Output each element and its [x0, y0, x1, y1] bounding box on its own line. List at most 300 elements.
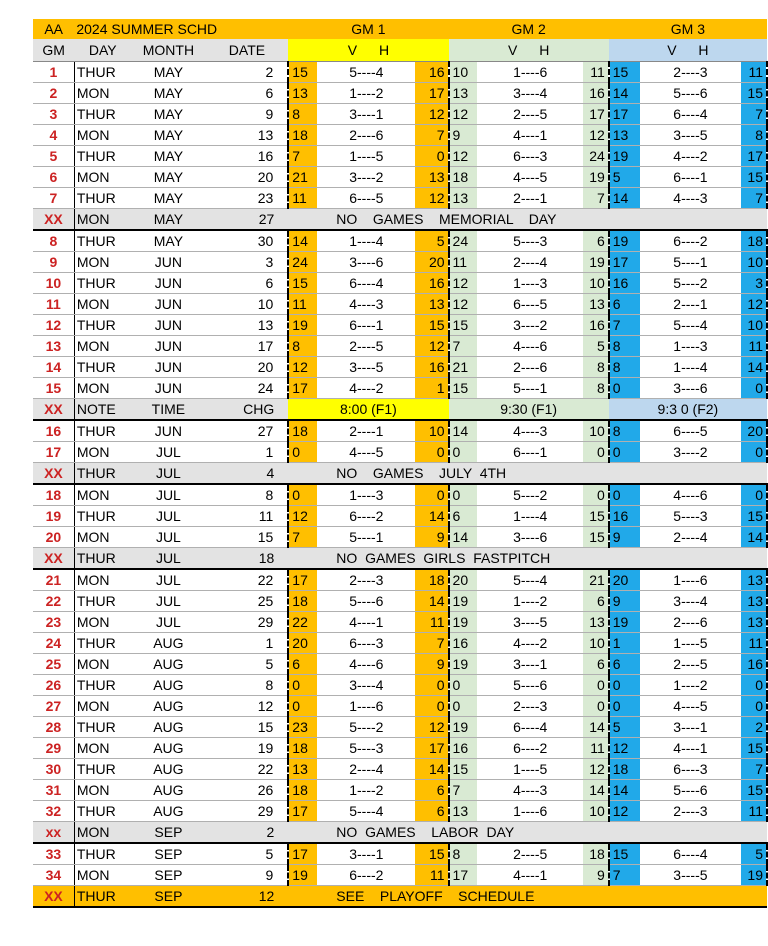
- game1-matchup: 5----6: [317, 591, 415, 612]
- game1-visitor-team: 24: [288, 252, 317, 273]
- game1-home-team: 12: [415, 336, 448, 357]
- game-number: 29: [33, 738, 74, 759]
- game2-home-team: 17: [583, 104, 609, 125]
- game1-matchup: 4----1: [317, 612, 415, 633]
- game2-matchup: 2----6: [477, 357, 582, 378]
- game2-visitor-team: 13: [449, 188, 478, 209]
- game3-time-change: 9:3 0 (F2): [609, 399, 767, 421]
- game1-home-team: 12: [415, 104, 448, 125]
- game1-visitor-team: 20: [288, 633, 317, 654]
- game-number: 24: [33, 633, 74, 654]
- game2-matchup: 4----1: [477, 865, 582, 886]
- day-cell: THUR: [74, 886, 131, 908]
- game1-matchup: 1----5: [317, 146, 415, 167]
- game3-visitor-team: 20: [609, 569, 640, 591]
- day-cell: MON: [74, 612, 131, 633]
- game3-matchup: 1----6: [640, 569, 741, 591]
- game2-matchup: 1----2: [477, 591, 582, 612]
- game2-home-team: 6: [583, 654, 609, 675]
- game3-home-team: 0: [741, 696, 767, 717]
- game2-matchup: 2----1: [477, 188, 582, 209]
- col-date: DATE: [206, 39, 289, 62]
- playoff-note: SEE PLAYOFF SCHEDULE: [288, 886, 767, 908]
- game3-visitor-team: 0: [609, 442, 640, 463]
- day-cell: THUR: [74, 273, 131, 294]
- game1-home-team: 12: [415, 717, 448, 738]
- game1-visitor-team: 8: [288, 336, 317, 357]
- game2-matchup: 1----5: [477, 759, 582, 780]
- game2-home-team: 19: [583, 167, 609, 188]
- game1-home-team: 0: [415, 442, 448, 463]
- schedule-table: [33, 19, 768, 908]
- month-cell: JUL: [131, 484, 205, 506]
- game2-visitor-team: 14: [449, 420, 478, 442]
- date-cell: 5: [206, 843, 289, 865]
- schedule-row: [33, 252, 767, 273]
- game-number: 3: [33, 104, 74, 125]
- game2-matchup: 4----1: [477, 125, 582, 146]
- game2-matchup: 4----5: [477, 167, 582, 188]
- game1-visitor-team: 23: [288, 717, 317, 738]
- month-cell: MAY: [131, 125, 205, 146]
- game3-home-team: 8: [741, 125, 767, 146]
- game-number: XX: [33, 886, 74, 908]
- game1-matchup: 6----4: [317, 273, 415, 294]
- game2-visitor-team: 11: [449, 252, 478, 273]
- day-cell: THUR: [74, 230, 131, 252]
- game3-home-team: 13: [741, 591, 767, 612]
- game1-visitor-team: 6: [288, 654, 317, 675]
- month-cell: AUG: [131, 654, 205, 675]
- schedule-row: [33, 696, 767, 717]
- game-number: XX: [33, 209, 74, 231]
- game1-matchup: 2----6: [317, 125, 415, 146]
- game3-visitor-team: 14: [609, 188, 640, 209]
- game3-home-team: 7: [741, 759, 767, 780]
- game3-matchup: 5----3: [640, 506, 741, 527]
- game2-home-team: 0: [583, 675, 609, 696]
- game-number: 14: [33, 357, 74, 378]
- game1-matchup: 1----4: [317, 230, 415, 252]
- game3-home-team: 7: [741, 104, 767, 125]
- date-cell: 26: [206, 780, 289, 801]
- game3-visitor-team: 0: [609, 484, 640, 506]
- game2-home-team: 13: [583, 612, 609, 633]
- game-number: 27: [33, 696, 74, 717]
- game-number: 4: [33, 125, 74, 146]
- month-cell: SEP: [131, 843, 205, 865]
- game1-visitor-team: 21: [288, 167, 317, 188]
- game2-visitor-team: 24: [449, 230, 478, 252]
- game2-visitor-team: 14: [449, 527, 478, 548]
- game2-visitor-team: 13: [449, 83, 478, 104]
- game2-matchup: 3----6: [477, 527, 582, 548]
- game2-home-team: 5: [583, 336, 609, 357]
- game2-home-team: 10: [583, 420, 609, 442]
- game3-visitor-team: 7: [609, 315, 640, 336]
- game1-visitor-team: 0: [288, 484, 317, 506]
- game1-matchup: 3----6: [317, 252, 415, 273]
- game-number: 17: [33, 442, 74, 463]
- game3-matchup: 2----1: [640, 294, 741, 315]
- day-cell: MON: [74, 696, 131, 717]
- game2-visitor-team: 21: [449, 357, 478, 378]
- game1-matchup: 2----4: [317, 759, 415, 780]
- game3-home-team: 2: [741, 717, 767, 738]
- game-number: 18: [33, 484, 74, 506]
- league-label: AA: [33, 19, 74, 39]
- game1-matchup: 4----5: [317, 442, 415, 463]
- game1-visitor-team: 18: [288, 591, 317, 612]
- day-cell: MON: [74, 442, 131, 463]
- date-cell: 25: [206, 591, 289, 612]
- game2-visitor-team: 12: [449, 146, 478, 167]
- game3-visitor-team: 9: [609, 591, 640, 612]
- game2-visitor-team: 18: [449, 167, 478, 188]
- game-number: 34: [33, 865, 74, 886]
- game3-matchup: 4----2: [640, 146, 741, 167]
- game3-home-team: 10: [741, 315, 767, 336]
- game3-visitor-team: 9: [609, 527, 640, 548]
- game1-home-team: 14: [415, 506, 448, 527]
- day-cell: MON: [74, 654, 131, 675]
- game1-header: GM 1: [288, 19, 448, 39]
- game1-home-team: 14: [415, 591, 448, 612]
- game1-visitor-team: 12: [288, 357, 317, 378]
- no-games-row: [33, 548, 767, 570]
- month-cell: MAY: [131, 62, 205, 83]
- game1-matchup: 6----1: [317, 315, 415, 336]
- game1-home-team: 15: [415, 843, 448, 865]
- game-number: 5: [33, 146, 74, 167]
- game3-matchup: 3----5: [640, 865, 741, 886]
- day-cell: MON: [74, 294, 131, 315]
- game3-visitor-team: 13: [609, 125, 640, 146]
- col-gm: GM: [33, 39, 74, 62]
- game1-matchup: 2----1: [317, 420, 415, 442]
- game2-visitor-team: 19: [449, 654, 478, 675]
- date-cell: 17: [206, 336, 289, 357]
- game3-home-team: 19: [741, 865, 767, 886]
- date-cell: 5: [206, 654, 289, 675]
- no-games-note: NO GAMES JULY 4TH: [288, 463, 767, 485]
- game-number: 1: [33, 62, 74, 83]
- day-cell: THUR: [74, 146, 131, 167]
- month-cell: SEP: [131, 865, 205, 886]
- game3-visitor-team: 5: [609, 167, 640, 188]
- game1-home-team: 6: [415, 801, 448, 822]
- game3-visitor-team: 14: [609, 780, 640, 801]
- schedule-row: [33, 357, 767, 378]
- schedule-row: [33, 315, 767, 336]
- month-cell: MAY: [131, 83, 205, 104]
- month-cell: MAY: [131, 104, 205, 125]
- day-cell: MON: [74, 822, 131, 844]
- game3-visitor-team: 19: [609, 230, 640, 252]
- day-cell: MON: [74, 125, 131, 146]
- game2-visitor-team: 13: [449, 801, 478, 822]
- game1-visitor-team: 17: [288, 843, 317, 865]
- game-number: 22: [33, 591, 74, 612]
- game-number: 13: [33, 336, 74, 357]
- game1-time-change: 8:00 (F1): [288, 399, 448, 421]
- day-cell: MON: [74, 167, 131, 188]
- game3-visitor-team: 16: [609, 506, 640, 527]
- game2-home-team: 19: [583, 252, 609, 273]
- game3-home-team: 13: [741, 612, 767, 633]
- day-cell: THUR: [74, 801, 131, 822]
- month-cell: AUG: [131, 801, 205, 822]
- game2-home-team: 11: [583, 62, 609, 83]
- game3-matchup: 2----6: [640, 612, 741, 633]
- game3-home-team: 16: [741, 654, 767, 675]
- game-number: 6: [33, 167, 74, 188]
- schedule-row: [33, 506, 767, 527]
- game2-visitor-team: 7: [449, 336, 478, 357]
- month-cell: JUL: [131, 612, 205, 633]
- game1-home-team: 12: [415, 188, 448, 209]
- game2-visitor-team: 15: [449, 315, 478, 336]
- game1-home-team: 0: [415, 146, 448, 167]
- date-cell: 3: [206, 252, 289, 273]
- no-games-row: [33, 463, 767, 485]
- game2-matchup: 3----4: [477, 83, 582, 104]
- game1-visitor-team: 8: [288, 104, 317, 125]
- game-number: 28: [33, 717, 74, 738]
- date-cell: 22: [206, 569, 289, 591]
- game1-visitor-team: 0: [288, 675, 317, 696]
- game3-home-team: 7: [741, 188, 767, 209]
- month-cell: MAY: [131, 188, 205, 209]
- day-cell: MON: [74, 484, 131, 506]
- game3-matchup: 4----3: [640, 188, 741, 209]
- game2-matchup: 1----6: [477, 62, 582, 83]
- game2-matchup: 4----2: [477, 633, 582, 654]
- date-cell: 9: [206, 104, 289, 125]
- game2-time-change: 9:30 (F1): [449, 399, 609, 421]
- game3-visitor-team: 14: [609, 83, 640, 104]
- column-header-row: [33, 39, 767, 62]
- date-cell: 29: [206, 612, 289, 633]
- game3-home-team: 0: [741, 484, 767, 506]
- game3-matchup: 5----2: [640, 273, 741, 294]
- game3-visitor-team: 0: [609, 675, 640, 696]
- game2-visitor-team: 10: [449, 62, 478, 83]
- game3-visitor-team: 6: [609, 654, 640, 675]
- month-cell: JUL: [131, 548, 205, 570]
- game2-home-team: 18: [583, 843, 609, 865]
- date-cell: 15: [206, 717, 289, 738]
- game2-matchup: 1----3: [477, 273, 582, 294]
- game3-visitor-team: 17: [609, 252, 640, 273]
- day-cell: MON: [74, 780, 131, 801]
- date-cell: 27: [206, 209, 289, 231]
- game3-home-team: 14: [741, 527, 767, 548]
- game3-visitor-team: 5: [609, 717, 640, 738]
- game2-home-team: 13: [583, 294, 609, 315]
- date-cell: 20: [206, 357, 289, 378]
- game2-home-team: 10: [583, 273, 609, 294]
- date-cell: 6: [206, 273, 289, 294]
- game2-home-team: 21: [583, 569, 609, 591]
- day-cell: THUR: [74, 357, 131, 378]
- game2-home-team: 16: [583, 315, 609, 336]
- date-cell: 18: [206, 548, 289, 570]
- month-cell: JUL: [131, 569, 205, 591]
- month-cell: TIME: [131, 399, 205, 421]
- game3-home-team: 3: [741, 273, 767, 294]
- game3-matchup: 5----6: [640, 780, 741, 801]
- schedule-row: [33, 104, 767, 125]
- game3-home-team: 20: [741, 420, 767, 442]
- game1-home-team: 13: [415, 294, 448, 315]
- game-number: XX: [33, 548, 74, 570]
- month-cell: JUN: [131, 420, 205, 442]
- game3-home-team: 15: [741, 780, 767, 801]
- date-cell: 15: [206, 527, 289, 548]
- game2-visitor-team: 19: [449, 717, 478, 738]
- game2-matchup: 3----5: [477, 612, 582, 633]
- game3-matchup: 6----1: [640, 167, 741, 188]
- game1-matchup: 5----3: [317, 738, 415, 759]
- game1-home-team: 6: [415, 780, 448, 801]
- game2-home-team: 15: [583, 527, 609, 548]
- game2-home-team: 8: [583, 357, 609, 378]
- game2-home-team: 6: [583, 591, 609, 612]
- game2-visitor-team: 20: [449, 569, 478, 591]
- schedule-row: [33, 442, 767, 463]
- game2-matchup: 3----2: [477, 315, 582, 336]
- date-cell: 8: [206, 675, 289, 696]
- game1-visitor-team: 17: [288, 378, 317, 399]
- game3-home-team: 11: [741, 336, 767, 357]
- day-cell: THUR: [74, 104, 131, 125]
- schedule-row: [33, 273, 767, 294]
- game-number: 8: [33, 230, 74, 252]
- game2-home-team: 16: [583, 83, 609, 104]
- date-cell: CHG: [206, 399, 289, 421]
- date-cell: 2: [206, 822, 289, 844]
- game2-header: GM 2: [449, 19, 609, 39]
- schedule-title: 2024 SUMMER SCHD: [74, 19, 288, 39]
- game1-matchup: 3----5: [317, 357, 415, 378]
- game2-visitor-team: 12: [449, 104, 478, 125]
- game-number: xx: [33, 822, 74, 844]
- day-cell: THUR: [74, 315, 131, 336]
- game1-home-team: 16: [415, 357, 448, 378]
- game2-visitor-team: 8: [449, 843, 478, 865]
- month-cell: JUN: [131, 273, 205, 294]
- game-number: 31: [33, 780, 74, 801]
- game3-visitor-team: 7: [609, 865, 640, 886]
- game3-home-team: 11: [741, 801, 767, 822]
- game2-matchup: 2----4: [477, 252, 582, 273]
- game1-matchup: 3----1: [317, 843, 415, 865]
- game-number: 2: [33, 83, 74, 104]
- game2-home-team: 14: [583, 780, 609, 801]
- schedule-row: [33, 633, 767, 654]
- schedule-row: [33, 294, 767, 315]
- game2-matchup: 5----4: [477, 569, 582, 591]
- day-cell: THUR: [74, 633, 131, 654]
- month-cell: JUL: [131, 463, 205, 485]
- game2-matchup: 4----3: [477, 420, 582, 442]
- schedule-row: [33, 865, 767, 886]
- schedule-row: [33, 591, 767, 612]
- game1-home-team: 11: [415, 865, 448, 886]
- game-number: 7: [33, 188, 74, 209]
- schedule-row: [33, 62, 767, 83]
- day-cell: MON: [74, 569, 131, 591]
- schedule-row: [33, 125, 767, 146]
- month-cell: AUG: [131, 717, 205, 738]
- day-cell: THUR: [74, 717, 131, 738]
- game3-matchup: 3----6: [640, 378, 741, 399]
- game-number: 23: [33, 612, 74, 633]
- day-cell: MON: [74, 209, 131, 231]
- game2-visitor-team: 12: [449, 273, 478, 294]
- date-cell: 24: [206, 378, 289, 399]
- game3-home-team: 0: [741, 675, 767, 696]
- game2-visitor-team: 0: [449, 484, 478, 506]
- game3-matchup: 1----4: [640, 357, 741, 378]
- game3-home-team: 14: [741, 357, 767, 378]
- day-cell: MON: [74, 252, 131, 273]
- date-cell: 20: [206, 167, 289, 188]
- month-cell: JUN: [131, 294, 205, 315]
- game2-home-team: 6: [583, 230, 609, 252]
- game3-visitor-team: 12: [609, 801, 640, 822]
- game1-visitor-team: 17: [288, 569, 317, 591]
- game2-matchup: 5----3: [477, 230, 582, 252]
- game2-visitor-team: 16: [449, 633, 478, 654]
- game1-matchup: 6----2: [317, 865, 415, 886]
- game1-home-team: 10: [415, 420, 448, 442]
- game2-visitor-team: 15: [449, 378, 478, 399]
- day-cell: THUR: [74, 506, 131, 527]
- no-games-row: [33, 209, 767, 231]
- day-cell: THUR: [74, 548, 131, 570]
- game1-visitor-team: 0: [288, 696, 317, 717]
- schedule-row: [33, 780, 767, 801]
- date-cell: 30: [206, 230, 289, 252]
- month-cell: MAY: [131, 209, 205, 231]
- day-cell: MON: [74, 527, 131, 548]
- game3-matchup: 2----3: [640, 62, 741, 83]
- schedule-row: [33, 738, 767, 759]
- game3-matchup: 4----5: [640, 696, 741, 717]
- game1-matchup: 3----4: [317, 675, 415, 696]
- no-games-note: NO GAMES MEMORIAL DAY: [288, 209, 767, 231]
- game3-visitor-team: 19: [609, 612, 640, 633]
- game1-matchup: 2----3: [317, 569, 415, 591]
- game3-home-team: 15: [741, 83, 767, 104]
- game3-visitor-team: 16: [609, 273, 640, 294]
- schedule-row: [33, 843, 767, 865]
- game3-matchup: 2----4: [640, 527, 741, 548]
- game1-matchup: 5----2: [317, 717, 415, 738]
- game3-visitor-team: 15: [609, 62, 640, 83]
- game2-home-team: 0: [583, 484, 609, 506]
- game1-home-team: 16: [415, 273, 448, 294]
- schedule-row: [33, 675, 767, 696]
- game3-home-team: 10: [741, 252, 767, 273]
- game3-visitor-team: 1: [609, 633, 640, 654]
- col-vh-game2: V H: [449, 39, 609, 62]
- game2-matchup: 2----3: [477, 696, 582, 717]
- date-cell: 13: [206, 315, 289, 336]
- game1-visitor-team: 14: [288, 230, 317, 252]
